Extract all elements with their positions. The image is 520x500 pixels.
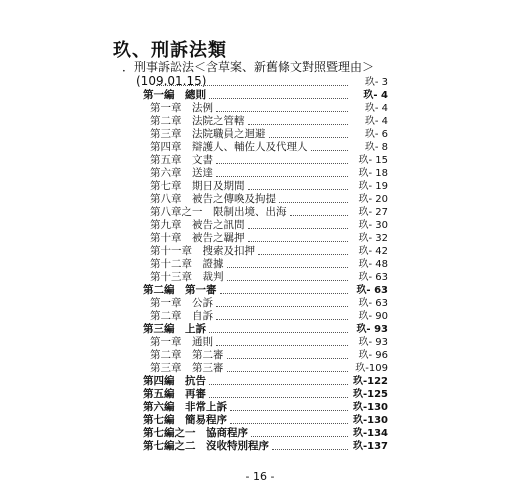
toc-entry-label: 第七章 期日及期間	[150, 180, 245, 192]
toc-entry-page: 玖- 20	[358, 194, 388, 205]
toc-dot-leader	[230, 422, 348, 424]
page-number: - 16 -	[245, 470, 275, 483]
toc-entry-label: 第四章 辯護人、輔佐人及代理人	[150, 141, 308, 153]
toc-dot-leader	[216, 162, 348, 164]
toc-dot-leader	[227, 357, 349, 359]
toc-entry-label: 第五章 文書	[150, 154, 213, 166]
toc-dot-leader	[269, 136, 349, 138]
toc-entry-page: 玖-130	[352, 402, 388, 413]
toc-dot-leader	[209, 396, 348, 398]
toc-entry-page: 玖-109	[355, 363, 388, 374]
toc-dot-leader	[209, 97, 348, 99]
toc-dot-leader	[248, 240, 349, 242]
toc-entry-page: 玖- 93	[356, 324, 388, 335]
toc-dot-leader	[216, 318, 348, 320]
section-heading-line2: (109.01.15)	[136, 74, 207, 88]
toc-entry-label: 第十二章 證據	[150, 258, 224, 270]
toc-entry-label: 第二編 第一審	[143, 284, 217, 296]
toc-entry	[143, 375, 388, 388]
toc-entry	[150, 297, 388, 310]
toc-entry-page: 玖- 4	[364, 116, 388, 127]
toc-entry-page: 玖- 63	[356, 285, 388, 296]
toc-dot-leader	[230, 409, 348, 411]
toc-entry	[150, 362, 388, 375]
toc-entry-page: 玖- 63	[358, 298, 388, 309]
toc-dot-leader	[227, 266, 349, 268]
toc-entry-label: 第三章 法院職員之迴避	[150, 128, 266, 140]
toc-dot-leader	[220, 292, 349, 294]
page-title: 玖、刑訴法類	[113, 40, 227, 61]
toc-entry	[153, 76, 388, 89]
toc-dot-leader	[156, 84, 348, 86]
toc-entry-label: 第七編之二 沒收特別程序	[143, 440, 269, 452]
toc-entry	[150, 271, 388, 284]
toc-entry-page: 玖- 19	[358, 181, 388, 192]
toc-entry	[143, 323, 388, 336]
toc-entry-label: 第三章 第三審	[150, 362, 224, 374]
toc-entry-page: 玖-134	[352, 428, 388, 439]
toc-dot-leader	[209, 383, 348, 385]
toc-entry-page: 玖- 42	[358, 246, 388, 257]
toc-entry-label: 第十章 被告之羈押	[150, 232, 245, 244]
toc-entry-label: 第九章 被告之訊問	[150, 219, 245, 231]
toc-entry-page: 玖- 6	[364, 129, 388, 140]
toc-entry-page: 玖- 4	[363, 90, 388, 101]
toc-entry	[150, 245, 388, 258]
toc-entry-page: 玖- 27	[358, 207, 388, 218]
toc-entry-label: 第四編 抗告	[143, 375, 206, 387]
toc-dot-leader	[216, 175, 348, 177]
toc-entry	[143, 440, 388, 453]
toc-entry	[143, 284, 388, 297]
toc-entry-page: 玖- 93	[358, 337, 388, 348]
toc-dot-leader	[311, 149, 349, 151]
toc-entry	[150, 310, 388, 323]
toc-entry-page: 玖- 8	[364, 142, 388, 153]
toc-entry-page: 玖- 4	[364, 103, 388, 114]
toc-entry	[150, 180, 388, 193]
toc-entry	[143, 414, 388, 427]
toc-entry	[150, 154, 388, 167]
toc-dot-leader	[227, 279, 349, 281]
toc-entry	[150, 219, 388, 232]
toc-entry	[150, 167, 388, 180]
toc-entry-page: 玖- 32	[358, 233, 388, 244]
toc-entry-label: 第八章之一 限制出境、出海	[150, 206, 287, 218]
toc-entry-label: 第五編 再審	[143, 388, 206, 400]
toc-dot-leader	[248, 188, 349, 190]
toc-dot-leader	[209, 331, 348, 333]
toc-entry	[150, 258, 388, 271]
toc-entry-page: 玖-125	[352, 389, 388, 400]
toc-entry-page: 玖- 18	[358, 168, 388, 179]
toc-dot-leader	[227, 370, 349, 372]
toc-dot-leader	[279, 201, 348, 203]
toc-dot-leader	[216, 344, 348, 346]
toc-entry	[143, 401, 388, 414]
toc-entry	[150, 193, 388, 206]
section-heading-line1: ．刑事訴訟法＜含草案、新舊條文對照暨理由＞	[122, 60, 375, 74]
toc-dot-leader	[258, 253, 348, 255]
toc-entry	[150, 128, 388, 141]
toc-dot-leader	[251, 435, 348, 437]
toc-entry	[150, 102, 388, 115]
toc-entry-label: 第一章 公訴	[150, 297, 213, 309]
toc-entry-label: 第三編 上訴	[143, 323, 206, 335]
toc-entry-page: 玖- 15	[358, 155, 388, 166]
toc-entry-label: 第二章 第二審	[150, 349, 224, 361]
toc-entry-page: 玖- 90	[358, 311, 388, 322]
toc-entry-label: 第八章 被告之傳喚及拘提	[150, 193, 276, 205]
toc-entry	[143, 89, 388, 102]
toc-entry	[143, 427, 388, 440]
toc-entry-page: 玖- 30	[358, 220, 388, 231]
toc-entry-label: 第二章 法院之管轄	[150, 115, 245, 127]
toc-entry	[150, 115, 388, 128]
toc-entry-page: 玖-137	[352, 441, 388, 452]
toc-entry-label: 第六編 非常上訴	[143, 401, 227, 413]
toc-entry	[150, 141, 388, 154]
toc-entry-page: 玖- 96	[358, 350, 388, 361]
toc-entry	[150, 349, 388, 362]
toc-entry-page: 玖- 3	[364, 77, 388, 88]
toc-entry	[150, 206, 388, 219]
toc-entry	[150, 232, 388, 245]
toc-dot-leader	[272, 448, 348, 450]
toc-entry-label: 第七編 簡易程序	[143, 414, 227, 426]
toc-entry-label: 第七編之一 協商程序	[143, 427, 248, 439]
toc-entry-page: 玖- 63	[358, 272, 388, 283]
toc-dot-leader	[248, 123, 349, 125]
toc-entry-label: 第十三章 裁判	[150, 271, 224, 283]
toc-entry-label: 第十一章 搜索及扣押	[150, 245, 255, 257]
toc-entry-label: 第一章 通則	[150, 336, 213, 348]
toc-entry	[143, 388, 388, 401]
toc-entry-page: 玖- 48	[358, 259, 388, 270]
toc-entry-label: 第二章 自訴	[150, 310, 213, 322]
toc-entry-page: 玖-130	[352, 415, 388, 426]
toc-entry-label: 第一編 總則	[143, 89, 206, 101]
toc-dot-leader	[216, 305, 348, 307]
toc-dot-leader	[216, 110, 348, 112]
toc-entry	[150, 336, 388, 349]
toc-entry-label: 第一章 法例	[150, 102, 213, 114]
toc-entry-page: 玖-122	[352, 376, 388, 387]
toc-entry-label: 第六章 送達	[150, 167, 213, 179]
toc-dot-leader	[290, 214, 349, 216]
toc-dot-leader	[248, 227, 349, 229]
